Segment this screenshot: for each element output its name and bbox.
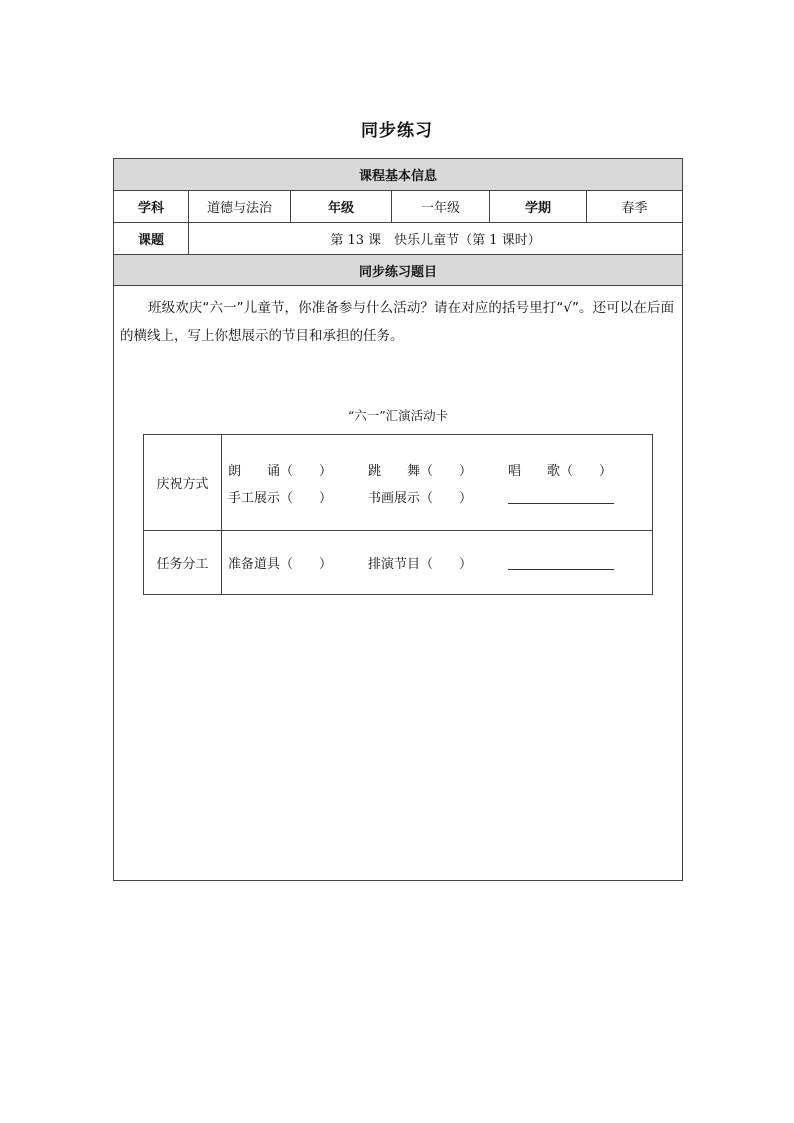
activity-card	[143, 434, 653, 595]
task-options	[222, 531, 653, 595]
term-value: 春季	[587, 191, 683, 223]
task-label: 任务分工	[144, 531, 222, 595]
option-props[interactable]: 准备道具（ ）	[228, 557, 333, 572]
option-handcraft[interactable]: 手工展示（ ）	[228, 490, 333, 506]
option-rehearse[interactable]: 排演节目（ ）	[368, 557, 473, 572]
instruction-text: 班级欢庆“六一”儿童节，你准备参与什么活动？请在对应的括号里打“√”。还可以在后面的横线上，写上你想展示的节目和承担的任务。	[120, 300, 675, 344]
exercise-body	[114, 286, 683, 881]
topic-label: 课题	[114, 223, 189, 255]
grade-value: 一年级	[392, 191, 490, 223]
option-calligraphy[interactable]: 书画展示（ ）	[368, 490, 473, 506]
celebration-label: 庆祝方式	[144, 435, 222, 531]
grade-label: 年级	[291, 191, 392, 223]
task-blank-line[interactable]	[508, 555, 614, 570]
topic-value: 第 13 课 快乐儿童节（第 1 课时）	[189, 223, 683, 255]
term-label: 学期	[490, 191, 587, 223]
option-recite[interactable]: 朗 诵（ ）	[228, 463, 333, 479]
subject-value: 道德与法治	[189, 191, 291, 223]
page-title: 同步练习	[361, 121, 433, 141]
option-dance[interactable]: 跳 舞（ ）	[368, 463, 473, 479]
celebration-options	[222, 435, 653, 531]
exercise-header: 同步练习题目	[114, 255, 683, 286]
option-sing[interactable]: 唱 歌（ ）	[508, 463, 613, 479]
basic-info-header: 课程基本信息	[114, 159, 683, 191]
activity-card-title: “六一”汇演活动卡	[347, 408, 449, 423]
subject-label: 学科	[114, 191, 189, 223]
course-table	[113, 158, 683, 881]
celebration-blank-line[interactable]	[508, 489, 614, 504]
